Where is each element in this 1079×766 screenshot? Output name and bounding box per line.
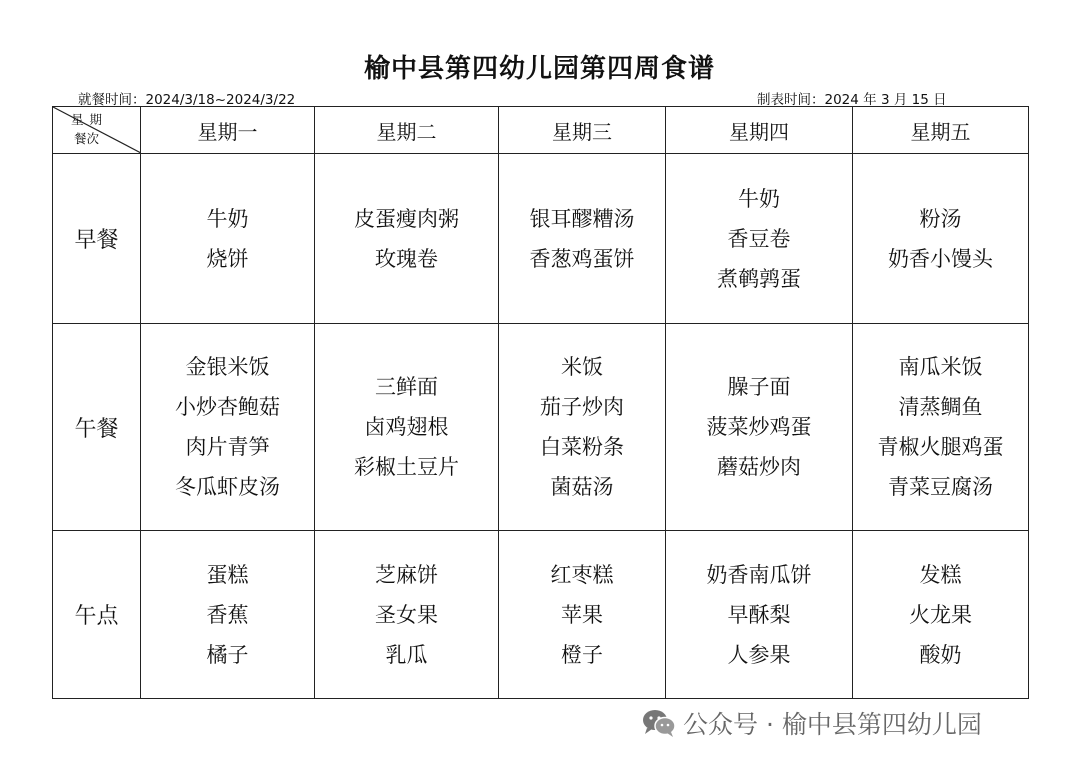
dish: 蛋糕 xyxy=(206,562,249,587)
meal-label-lunch: 午餐 xyxy=(53,324,141,531)
menu-cell xyxy=(853,154,1029,324)
menu-cell xyxy=(499,154,666,324)
dish: 苹果 xyxy=(561,602,603,627)
dish: 臊子面 xyxy=(727,375,791,399)
menu-cell xyxy=(141,324,315,531)
dish: 米饭 xyxy=(561,355,603,379)
wechat-icon xyxy=(641,708,677,738)
dish: 人参果 xyxy=(727,642,791,667)
dish: 三鲜面 xyxy=(375,375,438,399)
corner-cell xyxy=(53,107,141,154)
dish: 乳瓜 xyxy=(385,642,428,667)
dish: 芝麻饼 xyxy=(375,562,438,587)
dish: 奶香南瓜饼 xyxy=(706,562,812,587)
menu-cell xyxy=(666,154,853,324)
menu-cell xyxy=(141,154,315,324)
dish: 烧饼 xyxy=(206,246,249,271)
dish: 青椒火腿鸡蛋 xyxy=(877,435,1004,459)
dish: 肉片青笋 xyxy=(185,435,270,459)
menu-cell xyxy=(315,154,499,324)
dish: 火龙果 xyxy=(909,602,972,627)
dish: 冬瓜虾皮汤 xyxy=(175,475,280,499)
menu-cell xyxy=(666,324,853,531)
day-header-monday: 星期一 xyxy=(141,107,315,154)
created-date: 制表时间：2024 年 3 月 15 日 xyxy=(757,92,947,108)
dish: 牛奶 xyxy=(206,206,249,231)
dish: 清蒸鲷鱼 xyxy=(898,395,983,419)
dining-period: 就餐时间：2024/3/18~2024/3/22 xyxy=(78,92,296,108)
dish: 金银米饭 xyxy=(185,355,270,379)
meal-label-breakfast: 早餐 xyxy=(53,154,141,324)
corner-top-label: 星期 xyxy=(70,112,108,127)
menu-cell xyxy=(499,531,666,699)
dish: 煮鹌鹑蛋 xyxy=(717,266,801,291)
dish: 牛奶 xyxy=(738,186,780,211)
dish: 玫瑰卷 xyxy=(375,246,438,271)
dish: 橘子 xyxy=(206,642,249,667)
header-row xyxy=(53,107,1029,154)
meal-row-breakfast xyxy=(53,154,1029,324)
meal-row-lunch xyxy=(53,324,1029,531)
dish: 香葱鸡蛋饼 xyxy=(529,246,635,271)
dish: 酸奶 xyxy=(919,642,962,667)
dish: 红枣糕 xyxy=(550,562,614,587)
dish: 皮蛋瘦肉粥 xyxy=(354,206,459,231)
dish: 青菜豆腐汤 xyxy=(888,475,993,499)
dish: 南瓜米饭 xyxy=(898,355,983,379)
dish: 卤鸡翅根 xyxy=(364,415,449,439)
dish: 银耳醪糟汤 xyxy=(529,206,635,231)
day-header-thursday: 星期四 xyxy=(666,107,853,154)
dish: 白菜粉条 xyxy=(540,435,624,459)
menu-cell xyxy=(853,324,1029,531)
menu-table xyxy=(52,106,1029,699)
dish: 圣女果 xyxy=(375,602,438,627)
meal-row-snack xyxy=(53,531,1029,699)
page-title: 榆中县第四幼儿园第四周食谱 xyxy=(363,54,715,84)
corner-bottom-label: 餐次 xyxy=(74,131,100,146)
dish: 彩椒土豆片 xyxy=(354,455,459,479)
dish: 小炒杏鲍菇 xyxy=(175,395,280,419)
day-header-tuesday: 星期二 xyxy=(315,107,499,154)
dish: 早酥梨 xyxy=(727,602,791,627)
menu-cell xyxy=(853,531,1029,699)
dish: 香蕉 xyxy=(206,602,249,627)
menu-cell xyxy=(141,531,315,699)
menu-cell xyxy=(315,324,499,531)
dish: 奶香小馒头 xyxy=(888,246,993,271)
watermark-text: 公众号 · 榆中县第四幼儿园 xyxy=(683,710,982,739)
menu-cell xyxy=(666,531,853,699)
menu-cell xyxy=(315,531,499,699)
dish: 蘑菇炒肉 xyxy=(717,455,801,479)
day-header-wednesday: 星期三 xyxy=(499,107,666,154)
dish: 菠菜炒鸡蛋 xyxy=(706,415,812,439)
dish: 发糕 xyxy=(919,562,962,587)
meal-label-snack: 午点 xyxy=(53,531,141,699)
dish: 菌菇汤 xyxy=(550,475,614,499)
menu-cell xyxy=(499,324,666,531)
dish: 香豆卷 xyxy=(727,226,791,251)
dish: 橙子 xyxy=(561,642,603,667)
watermark xyxy=(641,705,982,741)
dish: 粉汤 xyxy=(919,206,962,231)
dish: 茄子炒肉 xyxy=(540,395,624,419)
day-header-friday: 星期五 xyxy=(853,107,1029,154)
